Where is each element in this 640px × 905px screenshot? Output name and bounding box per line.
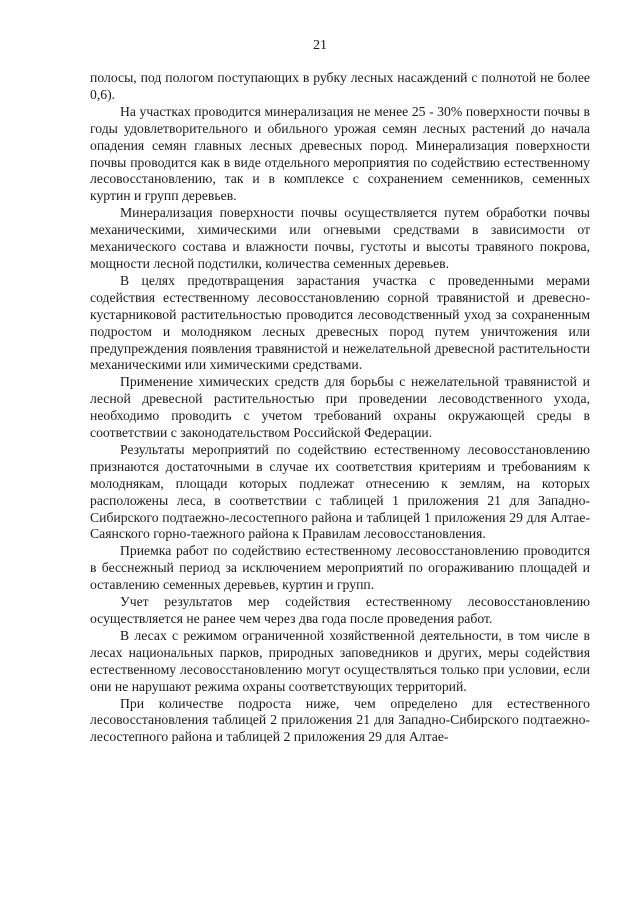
paragraph-work-acceptance: Приемка работ по содействию естественному лесовосстановлению проводится в бесснежный период за исключением мероприятий по огораживанию площадей и оставлению семенных деревьев, куртин и групп. xyxy=(90,543,590,593)
document-body xyxy=(90,70,590,746)
paragraph-overgrowth-prevention: В целях предотвращения зарастания участка с проведенными мерами содействия естественному лесовосстановлению сорной травянистой и древесно-кустарниковой растительностью проводится лесоводственный уход за сохраненным подростом и молодняком лесных древесных пород путем уничтожения или предупреждения появления травянистой и нежелательной древесной растительности механическими или химическими средствами. xyxy=(90,272,590,373)
paragraph-undergrowth-insufficient: При количестве подроста ниже, чем определено для естественного лесовосстановления таблицей 2 приложения 21 для Западно-Сибирского подтаежно-лесостепного района и таблицей 2 приложения 29 для Алтае- xyxy=(90,695,590,745)
paragraph-continuation: полосы, под пологом поступающих в рубку лесных насаждений с полнотой не более 0,6). xyxy=(90,70,590,102)
paragraph-mineralization-share: На участках проводится минерализация не менее 25 - 30% поверхности почвы в годы удовлетворительного и обильного урожая семян лесных растений до начала опадения семян главных лесных древесных пород. Минерализация поверхности почвы проводится как в виде отдельного мероприятия по содействию естественному лесовосстановлению, так и в комплексе с сохранением семенников, семенных куртин и групп деревьев. xyxy=(90,103,590,204)
paragraph-restricted-forests: В лесах с режимом ограниченной хозяйственной деятельности, в том числе в лесах национальных парков, природных заповедников и других, меры содействия естественному лесовосстановлению могут осуществляться только при условии, если они не нарушают режима охраны соответствующих территорий. xyxy=(90,627,590,694)
paragraph-chemical-use: Применение химических средств для борьбы с нежелательной травянистой и лесной древесной растительностью при проведении лесоводственного ухода, необходимо проводить с учетом требований охраны окружающей среды в соответствии с законодательством Российской Федерации. xyxy=(90,374,590,441)
page-number: 21 xyxy=(313,38,327,53)
paragraph-results-accounting: Учет результатов мер содействия естественному лесовосстановлению осуществляется не ранее чем через два года после проведения работ. xyxy=(90,594,590,626)
paragraph-mineralization-methods: Минерализация поверхности почвы осуществляется путем обработки почвы механическими, химическими или огневыми средствами в зависимости от механического состава и влажности почвы, густоты и высоты травяного покрова, мощности лесной подстилки, количества семенных деревьев. xyxy=(90,205,590,271)
paragraph-results-criteria: Результаты мероприятий по содействию естественному лесовосстановлению признаются достаточными в случае их соответствия критериям и требованиям к молоднякам, площади которых подлежат отнесению к землям, на которых расположены леса, в соответствии с таблицей 1 приложения 21 для Западно-Сибирского подтаежно-лесостепного района и таблицей 1 приложения 29 для Алтае-Саянского горно-таежного района к Правилам лесовосстановления. xyxy=(90,441,590,542)
